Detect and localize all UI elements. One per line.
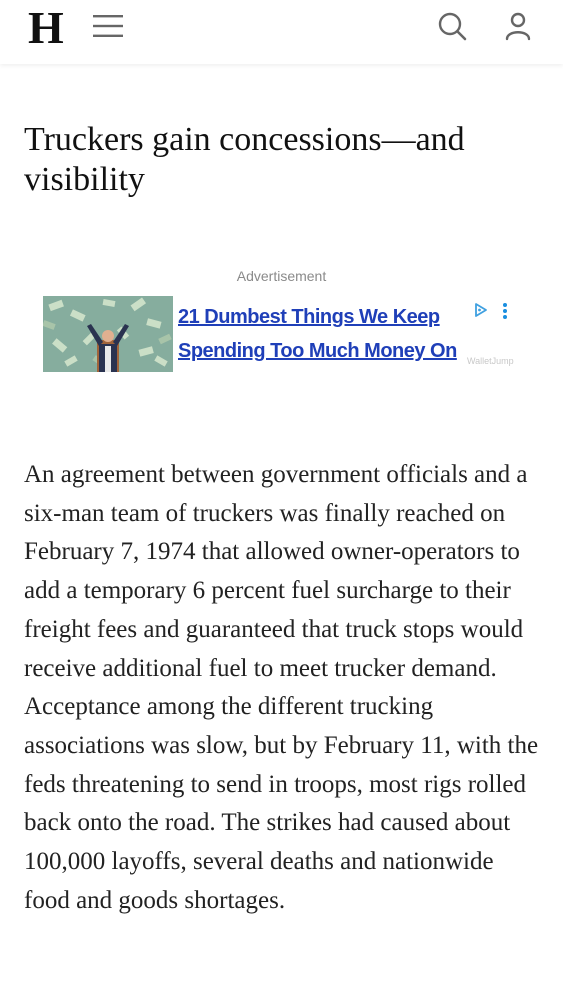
article-body-paragraph: An agreement between government officials and a six-man team of truckers was finally reached on February 7, 1974 that allowed owner-operators to add a temporary 6 percent fuel surcharge to their freight fees and guaranteed that truck stops would receive additional fuel to meet trucker demand. Acceptance among the different trucking associations was slow, but by February 11, with the feds threatening to send in troops, most rigs rolled back onto the road. The strikes had caused about 100,000 layoffs, several deaths and nationwide food and goods shortages. <box>24 461 539 914</box>
user-account-icon[interactable] <box>502 10 534 42</box>
top-navigation-bar <box>0 0 563 64</box>
hamburger-menu-icon[interactable] <box>92 13 124 39</box>
ad-source-label: WalletJump <box>467 356 514 366</box>
ad-headline-link[interactable]: 21 Dumbest Things We Keep Spending Too Much Money On <box>178 306 457 362</box>
article-headline: Truckers gain concessions—and visibility <box>24 121 465 198</box>
search-icon[interactable] <box>436 10 468 42</box>
advertisement-unit[interactable] <box>43 296 523 374</box>
ad-choices-icon[interactable] <box>473 302 489 318</box>
site-logo[interactable]: H <box>28 2 63 53</box>
more-options-icon[interactable] <box>499 301 511 321</box>
ad-thumbnail-image[interactable] <box>43 296 173 372</box>
advertisement-label: Advertisement <box>236 268 327 284</box>
